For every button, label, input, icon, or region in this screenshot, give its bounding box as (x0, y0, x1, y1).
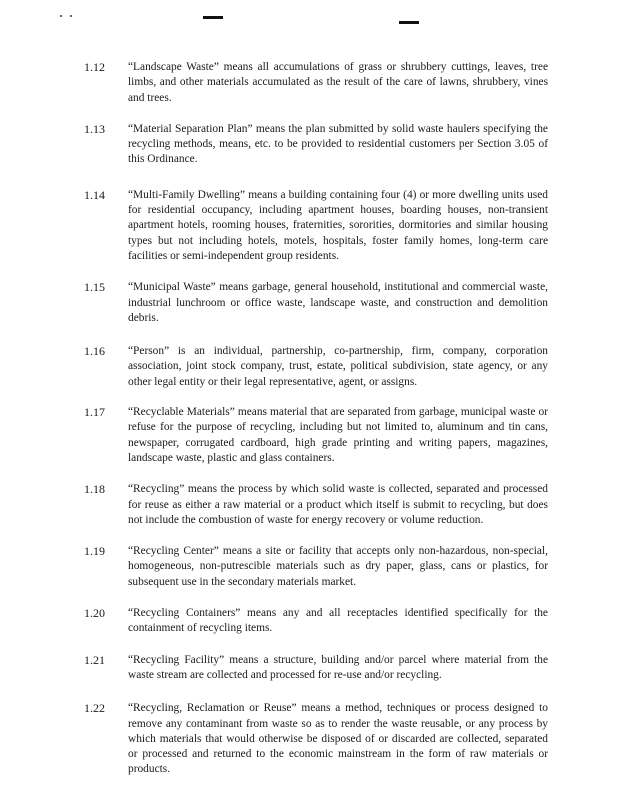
section-number: 1.16 (84, 344, 105, 359)
section-number: 1.17 (84, 405, 105, 420)
definition-text: “Person” is an individual, partnership, co-partnership, firm, company, corporation association, joint stock company, trust, estate, political subdivision, state agency, or any other legal entity or their legal representative, agent, or assigns. (128, 345, 548, 388)
definition-1-12 (78, 60, 548, 106)
definition-text: “Landscape Waste” means all accumulations of grass or shrubbery cuttings, leaves, tree limbs, and other materials accumulated as the result of the care of lawns, shrubbery, vines and trees. (128, 61, 548, 104)
definition-text: “Recycling Containers” means any and all receptacles identified specifically for the containment of recycling items. (128, 607, 548, 635)
definition-text: “Recyclable Materials” means material that are separated from garbage, municipal waste or refuse for the purpose of recycling, including but not limited to, aluminum and tin cans, newspaper, corrugated cardboard, high grade printing and writing papers, magazines, landscape waste, plastic and glass containers. (128, 406, 548, 464)
definition-text: “Recycling Facility” means a structure, building and/or parcel where material from the waste stream are collected and processed for re-use and/or recycling. (128, 653, 548, 681)
section-number: 1.19 (84, 544, 105, 559)
definition-1-15 (78, 280, 548, 326)
definition-1-13 (78, 122, 548, 168)
definition-1-20 (78, 606, 548, 637)
scan-artifact-dot (70, 15, 72, 17)
definitions-list (78, 60, 548, 778)
definition-text: “Municipal Waste” means garbage, general household, institutional and commercial waste, industrial lunchroom or office waste, landscape waste, and construction and demolition debris. (128, 281, 548, 324)
section-number: 1.20 (84, 606, 105, 621)
section-number: 1.18 (84, 482, 105, 497)
definition-1-16 (78, 344, 548, 390)
scan-artifact-dot (60, 15, 62, 17)
section-number: 1.21 (84, 652, 105, 667)
definition-text: “Recycling, Reclamation or Reuse” means a method, techniques or process designed to remove any contaminant from waste so as to render the waste reusable, or any process by which materials that would otherwise be disposed of or discarded are collected, separated or processed and returned to the economic mainstream in the form of raw materials or products. (128, 702, 548, 776)
section-number: 1.13 (84, 121, 105, 136)
definition-1-21 (78, 653, 548, 684)
definition-text: “Material Separation Plan” means the plan submitted by solid waste haulers specifying the recycling methods, means, etc. to be provided to residential customers per Section 3.05 of this Ordinance. (128, 122, 548, 166)
scan-artifact-mark (399, 21, 419, 24)
definition-text: “Multi-Family Dwelling” means a building containing four (4) or more dwelling units used for residential occupancy, including apartment houses, boarding houses, non-transient apartment hotels, rooming houses, fraternities, sororities, dormitories and similar housing types but not including hotels, motels, hospitals, foster family homes, long-term care facilities or semi-independent group residents. (128, 188, 548, 262)
definition-text: “Recycling Center” means a site or facility that accepts only non-hazardous, non-special, homogeneous, non-putrescible materials such as dry paper, glass, cans or plastics, for subsequent use in the secondary materials market. (128, 545, 548, 588)
section-number: 1.22 (84, 701, 105, 716)
definition-1-18 (78, 482, 548, 528)
scan-artifact-mark (203, 16, 223, 19)
definition-text: “Recycling” means the process by which solid waste is collected, separated and processed for reuse as either a raw material or a product which itself is submit to recycling, but does not include the combustion of waste for energy recovery or volume reduction. (128, 483, 548, 526)
definition-1-14 (78, 188, 548, 264)
definition-1-19 (78, 544, 548, 590)
section-number: 1.15 (84, 280, 105, 295)
section-number: 1.12 (84, 60, 105, 74)
section-number: 1.14 (84, 187, 105, 202)
definition-1-17 (78, 405, 548, 466)
definition-1-22 (78, 701, 548, 777)
